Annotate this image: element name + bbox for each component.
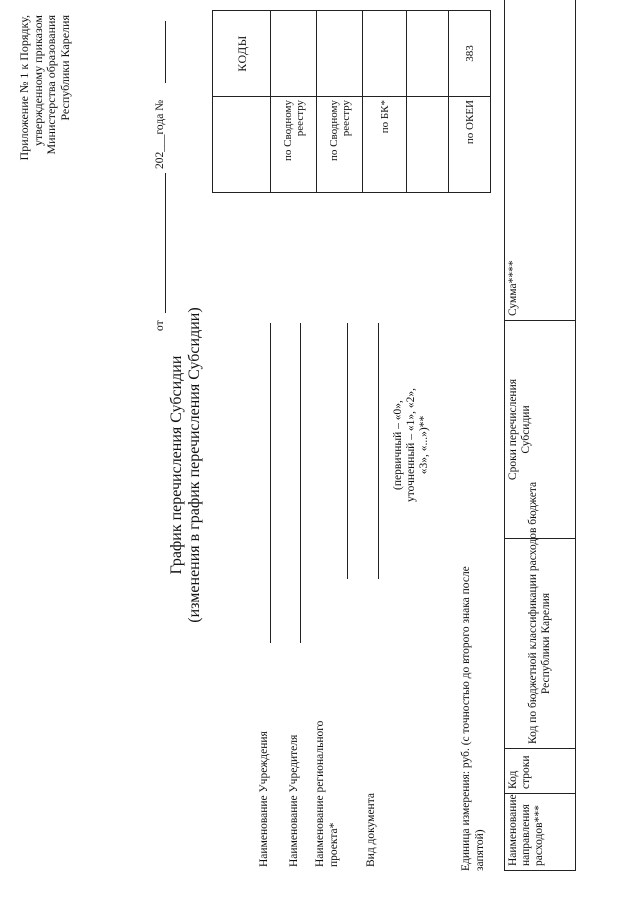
codes-row [271, 11, 317, 193]
unit-line-1: Единица измерения: руб. (с точностью до второго знака после [460, 566, 472, 871]
codes-value [363, 11, 407, 97]
label-institution: Наименование Учреждения [258, 731, 270, 867]
label-project-line-2: проекта* [328, 822, 340, 867]
doc-type-hint-line-2: уточненный – «1», «2», [405, 388, 417, 502]
appendix-date-from: от [154, 320, 166, 331]
codes-row [449, 11, 491, 193]
label-founder: Наименование Учредителя [288, 734, 300, 867]
table-header-row [505, 0, 576, 871]
codes-label: по ОКЕИ [463, 100, 476, 145]
codes-label: по БК* [378, 100, 391, 134]
codes-label: реестру [293, 100, 306, 137]
codes-label: по Сводному [327, 100, 340, 162]
codes-value [317, 11, 363, 97]
col-amount: Сумма**** [505, 0, 576, 321]
codes-table [212, 10, 491, 193]
codes-label: по Сводному [281, 100, 294, 162]
transfer-schedule-table [504, 0, 576, 871]
appendix-number-line [165, 21, 166, 83]
codes-label: реестру [339, 100, 352, 137]
col-expense-direction: Наименование направления расходов*** [505, 794, 576, 871]
founder-field[interactable] [300, 323, 301, 643]
document-title [168, 245, 204, 685]
doc-type-hint-line-1: (первичный – «0», [392, 400, 404, 490]
institution-field[interactable] [270, 323, 271, 643]
page-title: График перечисления Субсидии [168, 355, 185, 575]
codes-value [407, 11, 449, 97]
codes-row [407, 11, 449, 193]
appendix-line-3: Министерства образования [44, 15, 58, 155]
unit-line-2: запятой) [474, 829, 486, 871]
label-project-line-1: Наименование регионального [314, 720, 326, 867]
doc-type-field[interactable] [378, 323, 379, 579]
appendix-date-year: 202___года № [154, 99, 166, 169]
project-field[interactable] [347, 323, 348, 579]
codes-row [363, 11, 407, 193]
appendix-line-1: Приложение № 1 к Порядку, [17, 15, 31, 161]
codes-header: КОДЫ [213, 11, 271, 97]
col-line-code: Код строки [505, 749, 576, 794]
codes-value-okei: 383 [449, 11, 491, 97]
appendix-note [18, 15, 72, 247]
doc-type-hint [392, 385, 431, 505]
codes-value [271, 11, 317, 97]
col-transfer-terms: Сроки перечисления Субсидии [505, 321, 576, 539]
page-subtitle: (изменения в график перечисления Субсидии) [186, 307, 203, 623]
appendix-line-4: Республики Карелия [57, 15, 72, 121]
appendix-line-2: утвержденному приказом [30, 15, 45, 146]
codes-row [317, 11, 363, 193]
label-doc-type: Вид документа [365, 793, 377, 867]
appendix-date-line [165, 173, 166, 313]
col-budget-code: Код по бюджетной классификации расходов бюджета Республики Карелия [505, 539, 576, 749]
doc-type-hint-line-3: «3», «...»)** [418, 415, 430, 475]
